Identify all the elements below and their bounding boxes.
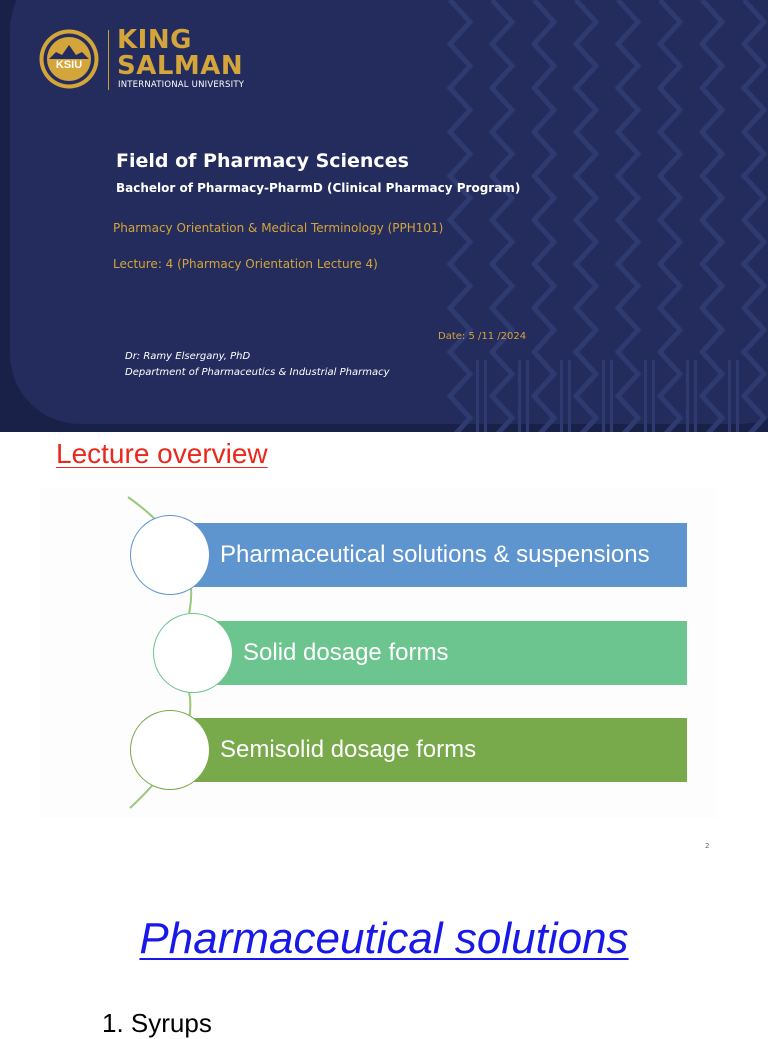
logo-separator xyxy=(108,30,109,90)
overview-bullet-circle xyxy=(130,515,210,595)
zigzag-pattern xyxy=(440,0,768,432)
lecture-date: Date: 5 /11 /2024 xyxy=(438,331,527,342)
overview-item-label: Semisolid dosage forms xyxy=(220,736,477,763)
solutions-title: Pharmaceutical solutions xyxy=(139,914,629,963)
program-subtitle: Bachelor of Pharmacy-PharmD (Clinical Pharmacy Program) xyxy=(116,181,521,195)
logo-subtitle: INTERNATIONAL UNIVERSITY xyxy=(118,80,245,90)
solutions-first-item: 1. Syrups xyxy=(102,1008,212,1038)
page-number: 2 xyxy=(705,842,710,850)
course-name: Pharmacy Orientation & Medical Terminology (PPH101) xyxy=(113,221,444,235)
overview-item-label: Solid dosage forms xyxy=(243,639,449,666)
overview-bullet-circle xyxy=(153,613,233,693)
field-title: Field of Pharmacy Sciences xyxy=(116,150,409,172)
logo-line-king: KING xyxy=(117,25,192,55)
title-slide xyxy=(0,0,768,432)
lecture-number: Lecture: 4 (Pharmacy Orientation Lecture 4) xyxy=(113,257,378,271)
overview-title: Lecture overview xyxy=(56,438,268,469)
emblem-text: KSIU xyxy=(55,59,83,71)
author-department: Department of Pharmaceutics & Industrial Pharmacy xyxy=(125,367,390,378)
overview-item-label: Pharmaceutical solutions & suspensions xyxy=(220,541,650,568)
logo-line-salman: SALMAN xyxy=(117,51,244,81)
overview-bullet-circle xyxy=(130,710,210,790)
overview-item-semisolid xyxy=(170,718,687,782)
university-emblem-icon xyxy=(38,28,100,90)
overview-item-solutions xyxy=(170,523,687,587)
overview-item-solid xyxy=(193,621,687,685)
author-name: Dr: Ramy Elsergany, PhD xyxy=(125,351,251,362)
